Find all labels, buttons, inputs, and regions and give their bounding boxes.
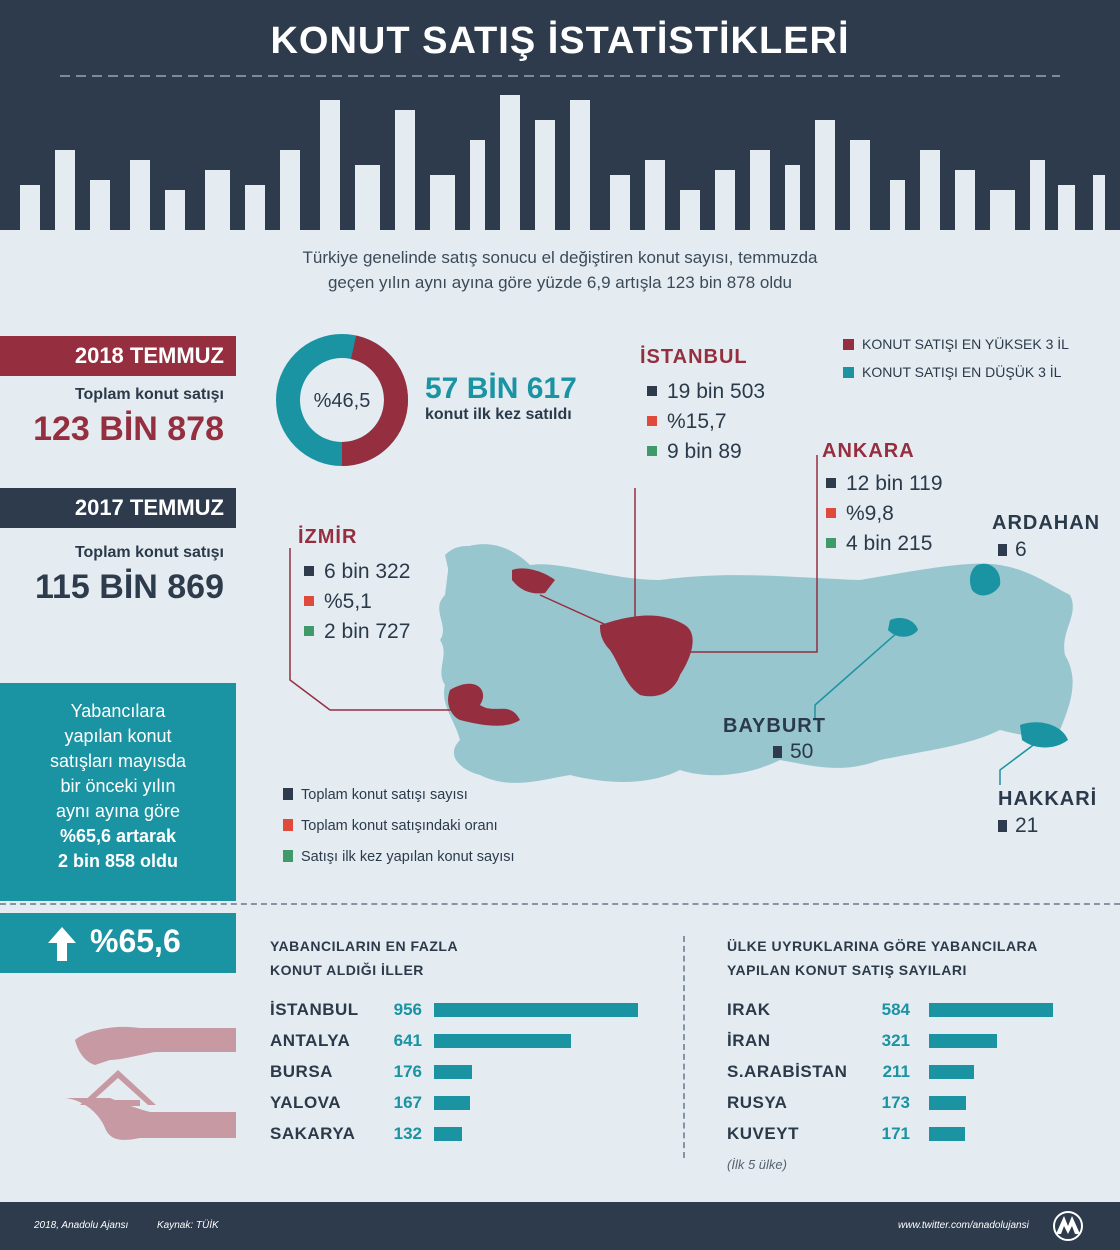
- legend-high-swatch: [843, 339, 854, 350]
- total-swatch: [998, 544, 1007, 556]
- city-title-hakkari: HAKKARİ: [998, 788, 1098, 810]
- foreign-line-1: Yabancılara: [70, 701, 166, 721]
- bar-label: KUVEYT: [727, 1124, 799, 1143]
- legend-total: [283, 787, 468, 803]
- bar-value: 167: [393, 1093, 422, 1112]
- chart2-title-line2: YAPILAN KONUT SATIŞ SAYILARI: [727, 962, 967, 978]
- bar-value: 956: [393, 1000, 422, 1019]
- chart2-note: (İlk 5 ülke): [727, 1157, 787, 1172]
- bar-label: BURSA: [270, 1062, 333, 1081]
- legend-first-swatch: [283, 850, 293, 862]
- legend-ratio-swatch: [283, 819, 293, 831]
- total-label-2017: Toplam konut satışı: [74, 544, 224, 561]
- bar: [929, 1127, 965, 1141]
- istanbul-first-value: 9 bin 89: [667, 440, 742, 463]
- foreign-line-2: yapılan konut: [64, 726, 172, 746]
- legend-low-swatch: [843, 367, 854, 378]
- izmir-total: [304, 560, 410, 584]
- footer-copyright: 2018, Anadolu Ajansı: [34, 1220, 129, 1231]
- footer-twitter[interactable]: www.twitter.com/anadolujansi: [898, 1220, 1029, 1231]
- foreign-sales-box: [0, 683, 236, 901]
- ratio-swatch: [826, 508, 836, 518]
- bar-value: 173: [881, 1093, 910, 1112]
- increase-strip: [0, 913, 236, 973]
- first-sale-count: 57 BİN 617: [425, 372, 577, 405]
- chart1-title-line1: YABANCILARIN EN FAZLA: [270, 938, 459, 954]
- bar-value: 171: [881, 1124, 910, 1143]
- header: [0, 0, 1120, 235]
- legend-low-label: KONUT SATIŞI EN DÜŞÜK 3 İL: [862, 364, 1062, 380]
- legend-high: [843, 336, 1069, 352]
- foreign-line-4: bir önceki yılın: [60, 776, 176, 796]
- footer-source: Kaynak: TÜİK: [157, 1220, 219, 1231]
- bar-label: ANTALYA: [270, 1031, 351, 1050]
- total-swatch: [998, 820, 1007, 832]
- legend-ratio: [283, 818, 498, 834]
- ardahan-count: 6: [1015, 538, 1027, 561]
- izmir-first-value: 2 bin 727: [324, 620, 411, 643]
- bar: [434, 1127, 462, 1141]
- city-title-ardahan: ARDAHAN: [992, 512, 1101, 534]
- donut-caption: [425, 372, 577, 424]
- total-swatch: [773, 746, 782, 758]
- donut-percent-label: %46,5: [313, 390, 371, 412]
- istanbul-ratio-value: %15,7: [667, 410, 727, 433]
- hands-house-icon: [0, 1010, 236, 1160]
- up-arrow-icon: [46, 925, 78, 963]
- chart2-title: [727, 934, 1038, 982]
- legend-total-label: Toplam konut satışı sayısı: [301, 787, 468, 803]
- bar-value: 584: [881, 1000, 910, 1019]
- ribbon-2017: 2017 TEMMUZ: [0, 488, 236, 528]
- bar-label: IRAK: [727, 1000, 771, 1019]
- foreign-line-3: satışları mayısda: [49, 751, 187, 771]
- ratio-swatch: [647, 416, 657, 426]
- ratio-swatch: [304, 596, 314, 606]
- istanbul-total: [647, 380, 765, 404]
- legend-low: [843, 364, 1061, 380]
- istanbul-total-value: 19 bin 503: [667, 380, 766, 403]
- bar-label: S.ARABİSTAN: [727, 1062, 848, 1081]
- city-title-izmir: İZMİR: [298, 526, 358, 548]
- intro-line-2: geçen yılın aynı ayına göre yüzde 6,9 artışla 123 bin 878 oldu: [327, 273, 793, 292]
- bar-value: 176: [393, 1062, 422, 1081]
- foreign-line-6: %65,6 artarak: [59, 826, 177, 846]
- city-title-ankara: ANKARA: [822, 440, 915, 462]
- bayburt-value: [773, 740, 813, 764]
- total-swatch: [304, 566, 314, 576]
- ankara-ratio-value: %9,8: [846, 502, 894, 525]
- total-value-2017: 115 BİN 869: [34, 568, 224, 606]
- first-sale-label: konut ilk kez satıldı: [425, 406, 572, 423]
- bar-label: RUSYA: [727, 1093, 788, 1112]
- bar-label: YALOVA: [270, 1093, 342, 1112]
- bar-value: 211: [882, 1062, 910, 1081]
- ankara-total: [826, 472, 943, 496]
- izmir-first: [304, 620, 410, 644]
- page-title: KONUT SATIŞ İSTATİSTİKLERİ: [270, 20, 850, 62]
- hakkari-connector: [1000, 740, 1040, 785]
- first-swatch: [304, 626, 314, 636]
- legend-first-label: Satışı ilk kez yapılan konut sayısı: [301, 849, 515, 865]
- foreign-line-5: aynı ayına göre: [55, 801, 181, 821]
- bar-value: 132: [393, 1124, 422, 1143]
- first-swatch: [826, 538, 836, 548]
- section-divider: [0, 903, 1120, 905]
- legend-first: [283, 849, 515, 865]
- bayburt-count: 50: [790, 740, 814, 763]
- chart2-title-line1: ÜLKE UYRUKLARINA GÖRE YABANCILARA: [727, 938, 1038, 954]
- ankara-first: [826, 532, 932, 556]
- first-swatch: [647, 446, 657, 456]
- total-swatch: [647, 386, 657, 396]
- izmir-ratio-value: %5,1: [324, 590, 372, 613]
- foreign-line-7: 2 bin 858 oldu: [57, 851, 179, 871]
- bar: [434, 1034, 571, 1048]
- increase-value: %65,6: [90, 923, 181, 959]
- istanbul-ratio: [647, 410, 727, 434]
- total-label-2018: Toplam konut satışı: [74, 386, 224, 403]
- ankara-total-value: 12 bin 119: [846, 472, 943, 495]
- chart1-title: [270, 934, 458, 982]
- ardahan-value: [998, 538, 1027, 562]
- ribbon-2018: 2018 TEMMUZ: [0, 336, 236, 376]
- intro-line-1: Türkiye genelinde satış sonucu el değiştiren konut sayısı, temmuzda: [302, 248, 818, 267]
- ankara-ratio: [826, 502, 894, 526]
- izmir-total-value: 6 bin 322: [324, 560, 411, 583]
- legend-ratio-label: Toplam konut satışındaki oranı: [301, 818, 498, 834]
- chart-divider: [683, 936, 685, 1158]
- bar: [929, 1096, 966, 1110]
- city-title-istanbul: İSTANBUL: [640, 346, 748, 368]
- bar-label: İRAN: [727, 1031, 771, 1050]
- bar: [434, 1003, 638, 1017]
- ankara-first-value: 4 bin 215: [846, 532, 933, 555]
- bar-label: SAKARYA: [270, 1124, 356, 1143]
- izmir-ratio: [304, 590, 372, 614]
- bar: [929, 1065, 974, 1079]
- footer: [0, 1202, 1120, 1250]
- intro-text: [160, 245, 960, 295]
- total-swatch: [826, 478, 836, 488]
- bar: [929, 1003, 1053, 1017]
- legend-total-swatch: [283, 788, 293, 800]
- hakkari-value: [998, 814, 1038, 838]
- bar-value: 641: [393, 1031, 422, 1050]
- istanbul-first: [647, 440, 742, 464]
- bar: [434, 1065, 472, 1079]
- aa-logo-icon: [1050, 1210, 1086, 1242]
- bar: [929, 1034, 997, 1048]
- total-value-2018: 123 BİN 878: [33, 410, 224, 448]
- hakkari-count: 21: [1015, 814, 1039, 837]
- city-title-bayburt: BAYBURT: [723, 715, 826, 737]
- bar-label: İSTANBUL: [270, 1000, 359, 1019]
- legend-high-label: KONUT SATIŞI EN YÜKSEK 3 İL: [862, 336, 1069, 352]
- bar: [434, 1096, 470, 1110]
- chart1-title-line2: KONUT ALDIĞI İLLER: [270, 962, 424, 978]
- bar-value: 321: [881, 1031, 910, 1050]
